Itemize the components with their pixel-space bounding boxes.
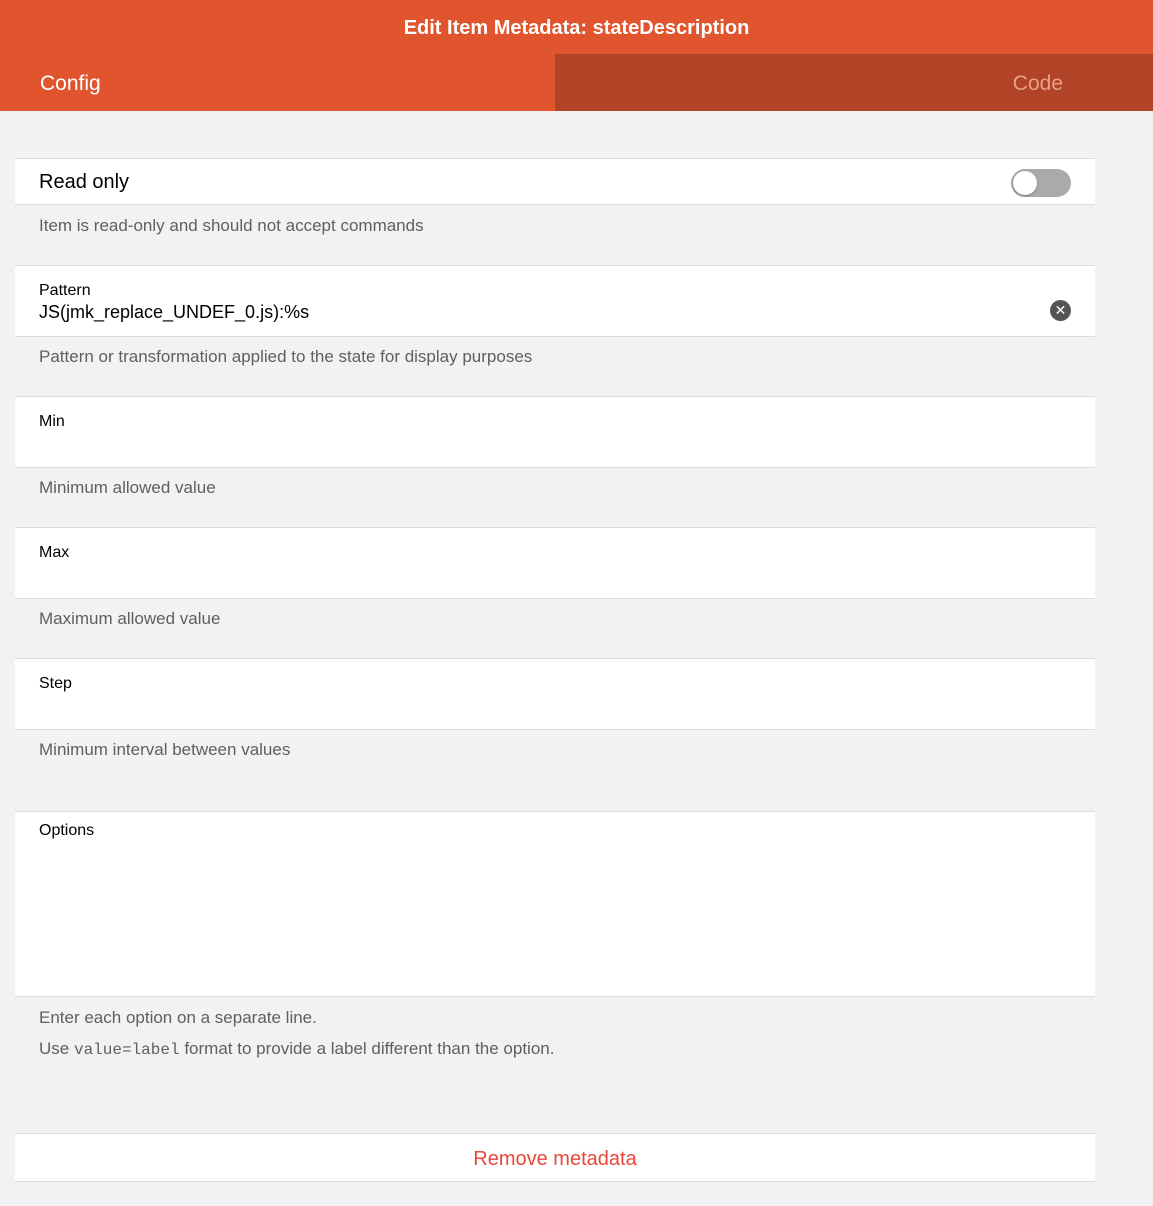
tab-code[interactable]: Code (555, 54, 1153, 111)
pattern-input[interactable]: JS(jmk_replace_UNDEF_0.js):%s (39, 302, 310, 322)
pattern-label: Pattern (39, 282, 91, 299)
options-help-pre: Use (39, 1039, 74, 1058)
options-row[interactable] (15, 811, 1095, 997)
max-row[interactable] (15, 527, 1095, 599)
options-help-line1: Enter each option on a separate line. (39, 1008, 317, 1027)
options-help-code: value=label (73, 1041, 180, 1059)
clear-icon[interactable]: ✕ (1050, 300, 1071, 321)
page-title: Edit Item Metadata: stateDescription (403, 17, 750, 39)
options-label: Options (39, 822, 95, 839)
read-only-help: Item is read-only and should not accept commands (39, 216, 424, 235)
remove-metadata-button[interactable]: Remove metadata (473, 1148, 637, 1170)
tab-config[interactable]: Config (40, 72, 101, 95)
min-label: Min (39, 413, 65, 430)
toggle-knob (1013, 171, 1037, 195)
pattern-help: Pattern or transformation applied to the state for display purposes (39, 347, 533, 366)
read-only-toggle[interactable] (1011, 169, 1071, 197)
min-row[interactable] (15, 396, 1095, 468)
pattern-row (15, 265, 1095, 337)
read-only-label: Read only (39, 171, 130, 193)
min-help: Minimum allowed value (39, 478, 216, 497)
options-help-post: format to provide a label different than the option. (179, 1039, 555, 1058)
step-label: Step (39, 675, 72, 692)
step-row[interactable] (15, 658, 1095, 730)
step-help: Minimum interval between values (39, 740, 291, 759)
navbar (0, 0, 1153, 54)
read-only-row (15, 158, 1095, 205)
remove-row (15, 1133, 1095, 1182)
max-label: Max (39, 544, 70, 561)
max-help: Maximum allowed value (39, 609, 221, 628)
tab-bar (0, 54, 1153, 111)
options-help-line2 (39, 1039, 554, 1059)
